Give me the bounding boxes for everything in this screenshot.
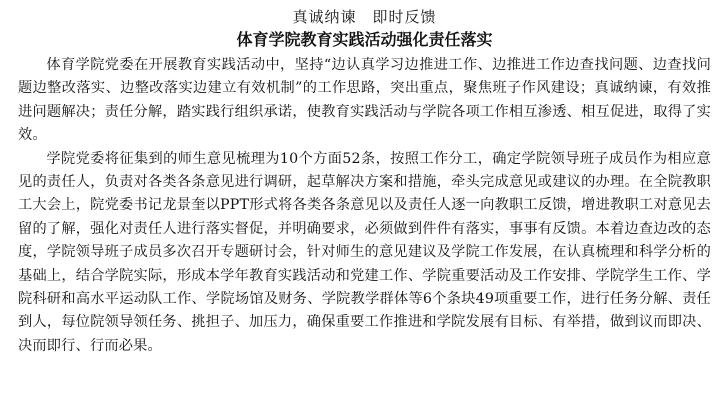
article-title: 体育学院教育实践活动强化责任落实 <box>236 30 493 49</box>
article-subtitle: 真诚纳谏 即时反馈 <box>292 8 437 26</box>
article-paragraph-1: 体育学院党委在开展教育实践活动中，坚持“边认真学习边推进工作、边推进工作边查找问题、边查找问题边整改落实、边整改落实边建立有效机制”的工作思路，突出重点，聚焦班子作风建设；真诚纳谏，有效推进问题解决；责任分解，踏实践行组织承诺，使教育实践活动与学院各项工作相互渗透、相互促进，取得了实效。 <box>18 57 711 144</box>
article-paragraph-2: 学院党委将征集到的师生意见梳理为10个方面52条，按照工作分工，确定学院领导班子成员作为相应意见的责任人，负责对各类各条意见进行调研，起草解决方案和措施，牵头完成意见或建议的办理。在全院教职工大会上，院党委书记龙景奎以PPT形式将各类各条意见以及责任人逐一向教职工反馈，增进教职工对意见去留的了解，强化对责任人进行落实督促，并明确要求，必须做到件件有落实，事事有反馈。本着边查边改的态度，学院领导班子成员多次召开专题研讨会，针对师生的意见建议及学院工作发展，在认真梳理和科学分析的基础上，结合学院实际，形成本学年教育实践活动和党建工作、学院重要活动及工作安排、学院学生工作、学院科研和高水平运动队工作、学院场馆及财务、学院教学群体等6个条块49项重要工作，进行任务分解、责任到人，每位院领导领任务、挑担子、加压力，确保重要工作推进和学院发展有目标、有举措，做到议而即决、决而即行、行而必果。 <box>18 150 711 354</box>
